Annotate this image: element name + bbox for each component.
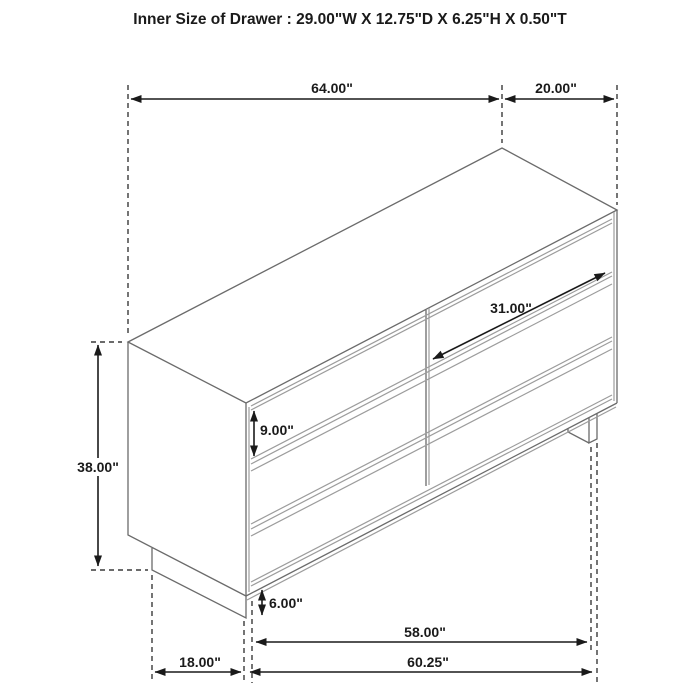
dresser-drawing	[128, 148, 617, 618]
dresser-front-outline	[246, 210, 617, 596]
dresser-right-leg	[568, 413, 597, 443]
dimension-drawer-height	[254, 411, 294, 456]
dimension-label: 64.00"	[311, 80, 353, 96]
diagram-title: Inner Size of Drawer : 29.00"W X 12.75"D X 6.25"H X 0.50"T	[133, 11, 567, 28]
dimension-label: 31.00"	[490, 300, 532, 316]
dimension-drawer-width	[433, 273, 605, 359]
dimension-label: 9.00"	[260, 422, 294, 438]
dimension-line	[433, 273, 605, 359]
dresser-detail-lines	[247, 212, 616, 600]
dimension-base-side-depth	[155, 654, 241, 672]
dimension-label: 6.00"	[269, 595, 303, 611]
dresser-side-panel	[128, 342, 246, 596]
extension-lines	[91, 85, 617, 683]
dimension-base-height	[262, 590, 303, 615]
dimension-label: 18.00"	[179, 654, 221, 670]
dimension-base-outer-width	[250, 654, 592, 672]
dimension-overall-height	[72, 345, 124, 566]
dresser-top-face	[128, 148, 617, 403]
dimension-label: 38.00"	[77, 459, 119, 475]
dimension-base-inner-width	[256, 624, 587, 642]
dimension-label: 60.25"	[407, 654, 449, 670]
dimension-overall-width	[131, 80, 499, 99]
dimension-label: 58.00"	[404, 624, 446, 640]
dimension-overall-depth	[505, 80, 614, 99]
dresser-left-foot	[152, 548, 246, 618]
dimension-label: 20.00"	[535, 80, 577, 96]
